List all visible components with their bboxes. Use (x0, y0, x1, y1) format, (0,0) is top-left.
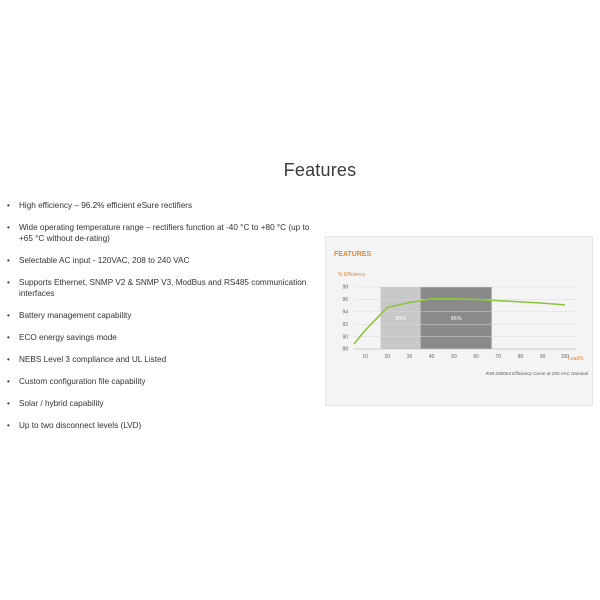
chart-caption: R48-2000e3 Efficiency Curve at 250 VAC Nominal (485, 371, 588, 376)
feature-item (8, 398, 318, 409)
feature-item (8, 332, 318, 343)
feature-item (8, 420, 318, 431)
feature-list (8, 200, 318, 442)
feature-item (8, 376, 318, 387)
feature-text: High efficiency – 96.2% efficient eSure rectifiers (19, 201, 193, 210)
feature-item (8, 354, 318, 365)
y-tick-label: 90 (342, 334, 348, 341)
bullet-icon: • (7, 421, 10, 430)
feature-item (8, 200, 318, 211)
feature-item (8, 255, 318, 266)
feature-item (8, 222, 318, 244)
efficiency-chart-panel (325, 236, 593, 406)
x-axis-label: Load% (568, 356, 584, 362)
bullet-icon: • (7, 311, 10, 320)
page-title: Features (283, 160, 357, 180)
y-axis-label: % Efficiency (338, 272, 366, 278)
bullet-icon: • (7, 256, 10, 265)
feature-text: ECO energy savings mode (19, 333, 117, 342)
x-tick-label: 80 (517, 354, 524, 360)
x-tick-label: 30 (406, 354, 413, 360)
band-label-0: 95% (395, 316, 407, 322)
feature-text: Battery management capability (19, 311, 132, 320)
bullet-icon: • (7, 223, 10, 232)
x-tick-label: 20 (384, 354, 391, 360)
x-tick-label: 90 (539, 354, 546, 360)
x-tick-label: 60 (473, 354, 479, 360)
bullet-icon: • (7, 355, 10, 364)
plot-area (342, 285, 576, 360)
x-tick-label: 40 (428, 354, 435, 360)
y-tick-label: 98 (342, 284, 348, 291)
y-tick-label: 96 (342, 297, 348, 304)
x-tick-label: 100 (560, 354, 570, 360)
feature-text: Wide operating temperature range – rectifiers function at -40 °C to +80 °C (up to +65 °C without de-rating) (19, 223, 310, 243)
bullet-icon: • (7, 201, 10, 210)
x-tick-label: 10 (362, 354, 368, 360)
feature-text: Up to two disconnect levels (LVD) (19, 421, 142, 430)
efficiency-chart (326, 237, 594, 407)
bullet-icon: • (7, 399, 10, 408)
feature-text: Selectable AC input - 120VAC, 208 to 240 VAC (19, 256, 190, 265)
feature-item (8, 310, 318, 321)
feature-text: Supports Ethernet, SNMP V2 & SNMP V3, ModBus and RS485 communication interfaces (19, 278, 307, 298)
y-tick-label: 94 (342, 309, 348, 316)
feature-item (8, 277, 318, 299)
bullet-icon: • (7, 377, 10, 386)
chart-title: FEATURES (334, 251, 372, 258)
band-label-1: 96% (450, 316, 462, 322)
x-tick-label: 70 (495, 354, 502, 360)
y-tick-label: 92 (342, 321, 348, 328)
x-tick-label: 50 (451, 354, 457, 360)
feature-text: Custom configuration file capability (19, 377, 146, 386)
bullet-icon: • (7, 278, 10, 287)
y-tick-label: 88 (342, 346, 348, 353)
feature-text: Solar / hybrid capability (19, 399, 104, 408)
bullet-icon: • (7, 333, 10, 342)
feature-text: NEBS Level 3 compliance and UL Listed (19, 355, 167, 364)
